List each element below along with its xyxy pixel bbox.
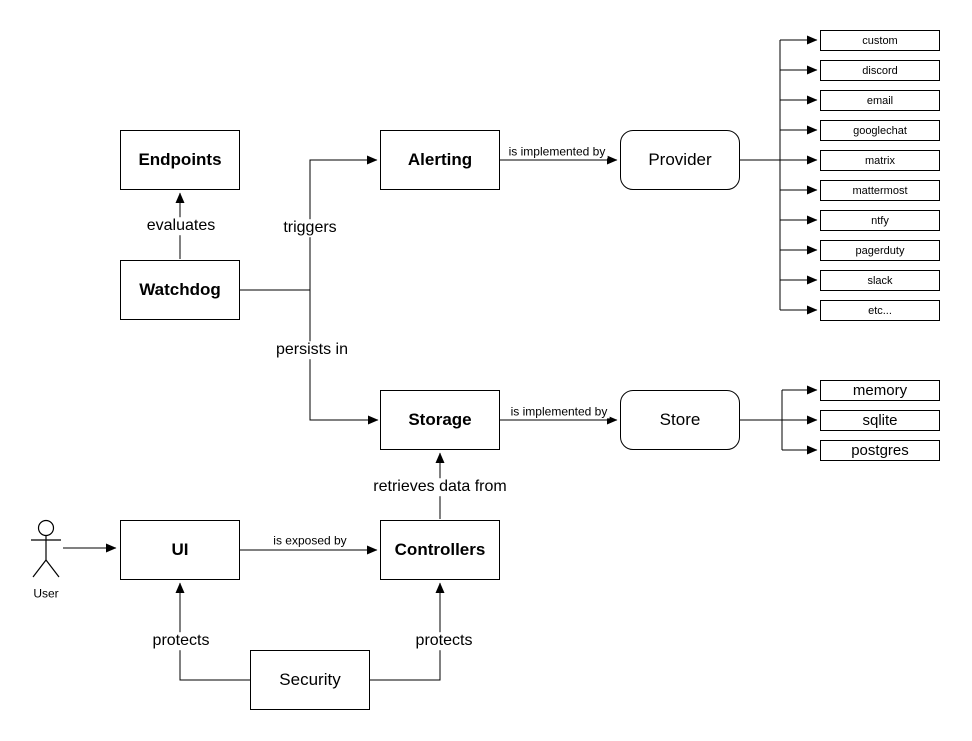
node-provider-googlechat[interactable]: googlechat — [820, 120, 940, 141]
edge-label-protects-controllers: protects — [415, 632, 473, 650]
node-store-postgres[interactable]: postgres — [820, 440, 940, 461]
node-security[interactable]: Security — [250, 650, 370, 710]
edge-label-is-exposed-by: is exposed by — [273, 533, 347, 548]
node-storage[interactable]: Storage — [380, 390, 500, 450]
node-provider-mattermost[interactable]: mattermost — [820, 180, 940, 201]
edge-label-retrieves-data-from: retrieves data from — [373, 478, 507, 496]
node-endpoints[interactable]: Endpoints — [120, 130, 240, 190]
node-provider-email[interactable]: email — [820, 90, 940, 111]
edge-label-evaluates: evaluates — [146, 217, 216, 235]
node-provider-slack[interactable]: slack — [820, 270, 940, 291]
node-watchdog[interactable]: Watchdog — [120, 260, 240, 320]
node-provider-custom[interactable]: custom — [820, 30, 940, 51]
node-provider-discord[interactable]: discord — [820, 60, 940, 81]
node-store-memory[interactable]: memory — [820, 380, 940, 401]
user-actor-icon[interactable] — [31, 521, 61, 578]
node-controllers[interactable]: Controllers — [380, 520, 500, 580]
node-provider-ntfy[interactable]: ntfy — [820, 210, 940, 231]
node-store-sqlite[interactable]: sqlite — [820, 410, 940, 431]
node-provider[interactable]: Provider — [620, 130, 740, 190]
user-actor-label: User — [33, 586, 59, 601]
edge-label-triggers: triggers — [283, 219, 337, 237]
edge-label-persists-in: persists in — [275, 341, 349, 359]
node-provider-etc[interactable]: etc... — [820, 300, 940, 321]
node-ui[interactable]: UI — [120, 520, 240, 580]
edge-label-is-implemented-by-store: is implemented by — [510, 404, 608, 419]
edge-label-is-implemented-by-provider: is implemented by — [508, 144, 606, 159]
node-store[interactable]: Store — [620, 390, 740, 450]
node-provider-pagerduty[interactable]: pagerduty — [820, 240, 940, 261]
edge-label-protects-ui: protects — [152, 632, 210, 650]
node-alerting[interactable]: Alerting — [380, 130, 500, 190]
node-provider-matrix[interactable]: matrix — [820, 150, 940, 171]
